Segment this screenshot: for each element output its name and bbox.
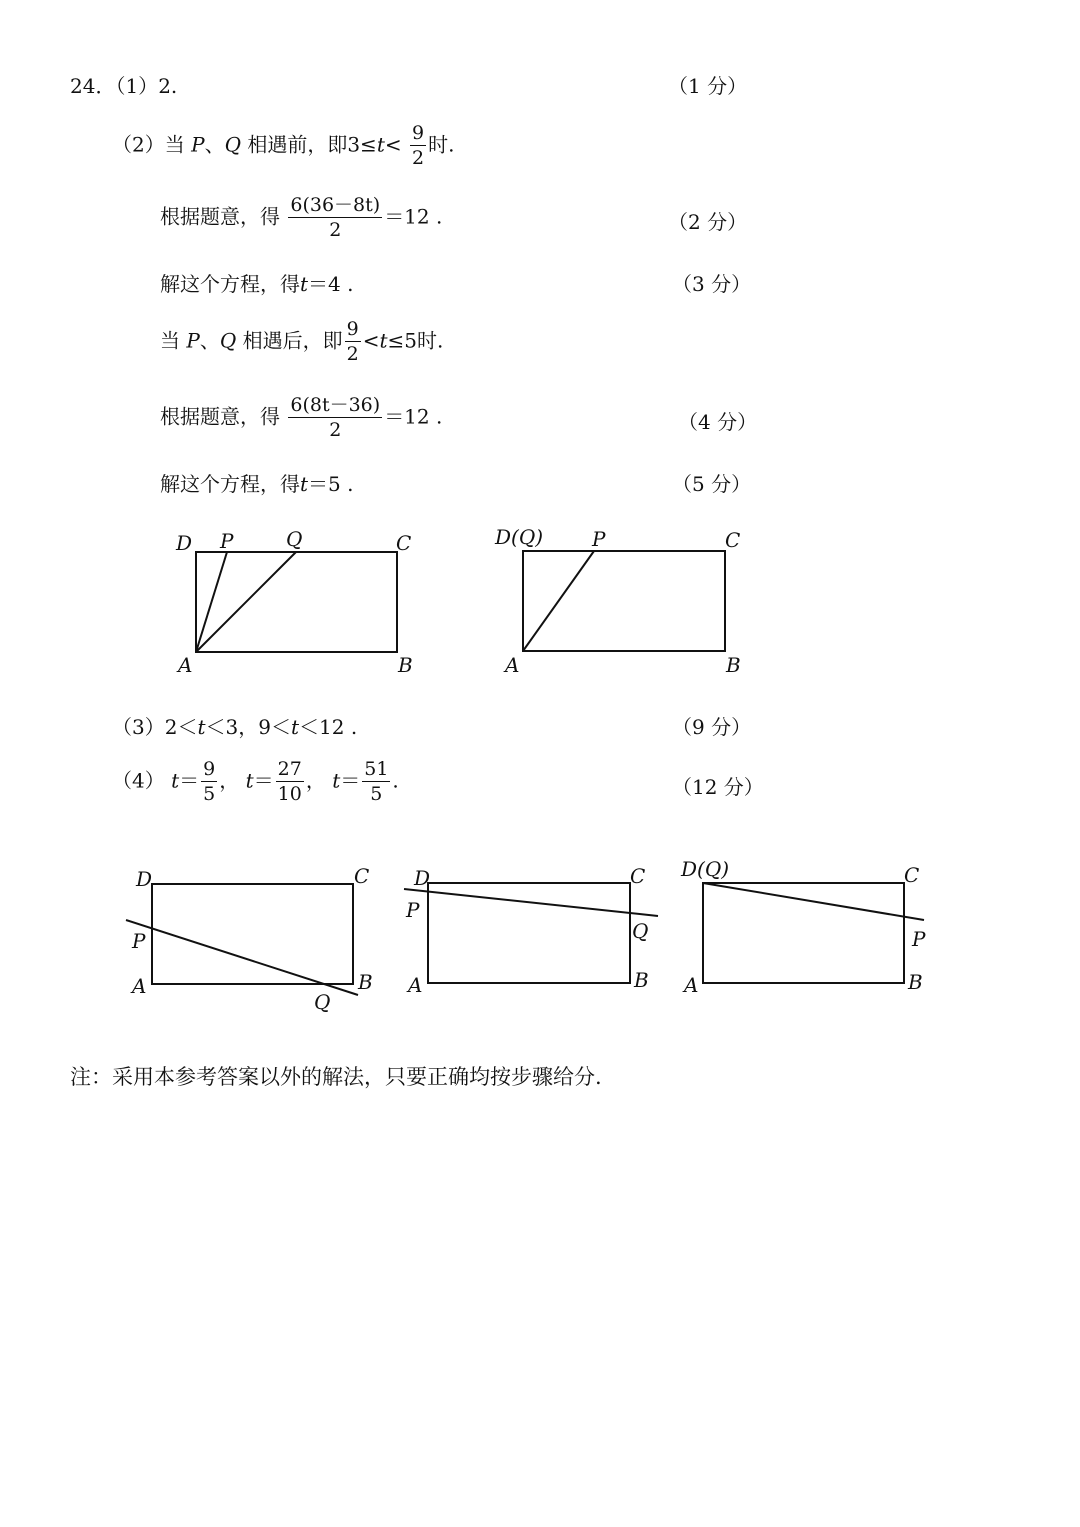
points-sol1: （3 分） <box>672 272 752 296</box>
label-P: P <box>220 529 234 553</box>
segment-QP <box>703 883 924 920</box>
fraction-9-over-2: $\frac{9}{2}$ <box>346 318 359 365</box>
label-A: A <box>408 973 423 997</box>
part4: （4） t＝ $\frac{9}{5}$ ， t＝ $\frac{27}{10}$ ， t＝ $\frac{51}{5}$ . <box>112 758 399 805</box>
label-P: P <box>912 927 926 951</box>
label-DQ: D(Q) <box>681 857 730 881</box>
rectangle-ABCD <box>196 552 397 652</box>
figure-rectangle-t-9-5 <box>118 860 378 1030</box>
label-D: D <box>414 866 431 890</box>
label-C: C <box>904 863 920 887</box>
part2-solution2: 解这个方程，得t＝5 . <box>160 472 354 496</box>
segment-AP <box>523 551 594 651</box>
label-A: A <box>684 973 699 997</box>
problem-number: 24． <box>70 74 116 98</box>
part2-case2: 当 P、Q 相遇后，即 $\frac{9}{2}$ <t≤5时. <box>160 318 444 365</box>
footnote: 注：采用本参考答案以外的解法，只要正确均按步骤给分. <box>70 1065 602 1089</box>
part2-solution1: 解这个方程，得t＝4 . <box>160 272 354 296</box>
fraction-27-over-10: $\frac{27}{10}$ <box>277 758 302 805</box>
points-eq2: （4 分） <box>678 410 758 434</box>
label-Q: Q <box>632 919 649 943</box>
segment-PQ <box>404 889 658 916</box>
fraction-51-over-5: $\frac{51}{5}$ <box>364 758 389 805</box>
label-C: C <box>354 864 370 888</box>
part2-equation1: 根据题意，得 $\frac{6(36-8t)}{2}$ ＝12 . <box>160 194 443 241</box>
figure-rectangle-t-51-5 <box>676 856 946 1026</box>
part2-equation2: 根据题意，得 $\frac{6(8t-36)}{2}$ ＝12 . <box>160 394 443 441</box>
figure-rectangle-t-27-10 <box>398 860 668 1030</box>
label-D: D <box>176 531 193 555</box>
fraction-eq2: $\frac{6(8t-36)}{2}$ <box>290 394 381 441</box>
fraction-9-over-5: $\frac{9}{5}$ <box>203 758 216 805</box>
label-C: C <box>396 531 412 555</box>
label-DQ: D(Q) <box>495 525 544 549</box>
label-B: B <box>398 653 413 677</box>
label-B: B <box>358 970 373 994</box>
label-A: A <box>132 974 147 998</box>
label-B: B <box>908 970 923 994</box>
points-part3: （9 分） <box>672 715 752 739</box>
points-eq1: （2 分） <box>668 210 748 234</box>
rectangle-ABCD <box>428 883 630 983</box>
fraction-9-over-2: $\frac{9}{2}$ <box>411 122 425 169</box>
label-Q: Q <box>314 990 331 1014</box>
label-C: C <box>630 864 646 888</box>
label-Q: Q <box>286 527 303 551</box>
label-C: C <box>725 528 741 552</box>
label-D: D <box>136 867 153 891</box>
label-B: B <box>726 653 741 677</box>
figure-rectangle-before-meeting <box>170 520 430 690</box>
part3: （3）2＜t＜3，9＜t＜12 . <box>112 715 358 739</box>
points-part4: （12 分） <box>672 775 764 799</box>
fraction-eq1: $\frac{6(36-8t)}{2}$ <box>290 194 381 241</box>
label-P: P <box>132 929 146 953</box>
points-sol2: （5 分） <box>672 472 752 496</box>
rectangle-ABCD <box>152 884 353 984</box>
points-part1: （1 分） <box>668 74 748 98</box>
label-P: P <box>406 898 420 922</box>
label-B: B <box>634 968 649 992</box>
rectangle-ABCD <box>523 551 725 651</box>
label-A: A <box>505 653 520 677</box>
rectangle-ABCD <box>703 883 904 983</box>
label-A: A <box>178 653 193 677</box>
figure-rectangle-after-meeting <box>490 520 760 690</box>
problem-24-part1: 24．（1）2. <box>70 74 178 98</box>
part2-case1: （2）当 P、Q 相遇前，即3≤t< $\frac{9}{2}$ 时. <box>112 122 455 169</box>
label-P: P <box>592 527 606 551</box>
